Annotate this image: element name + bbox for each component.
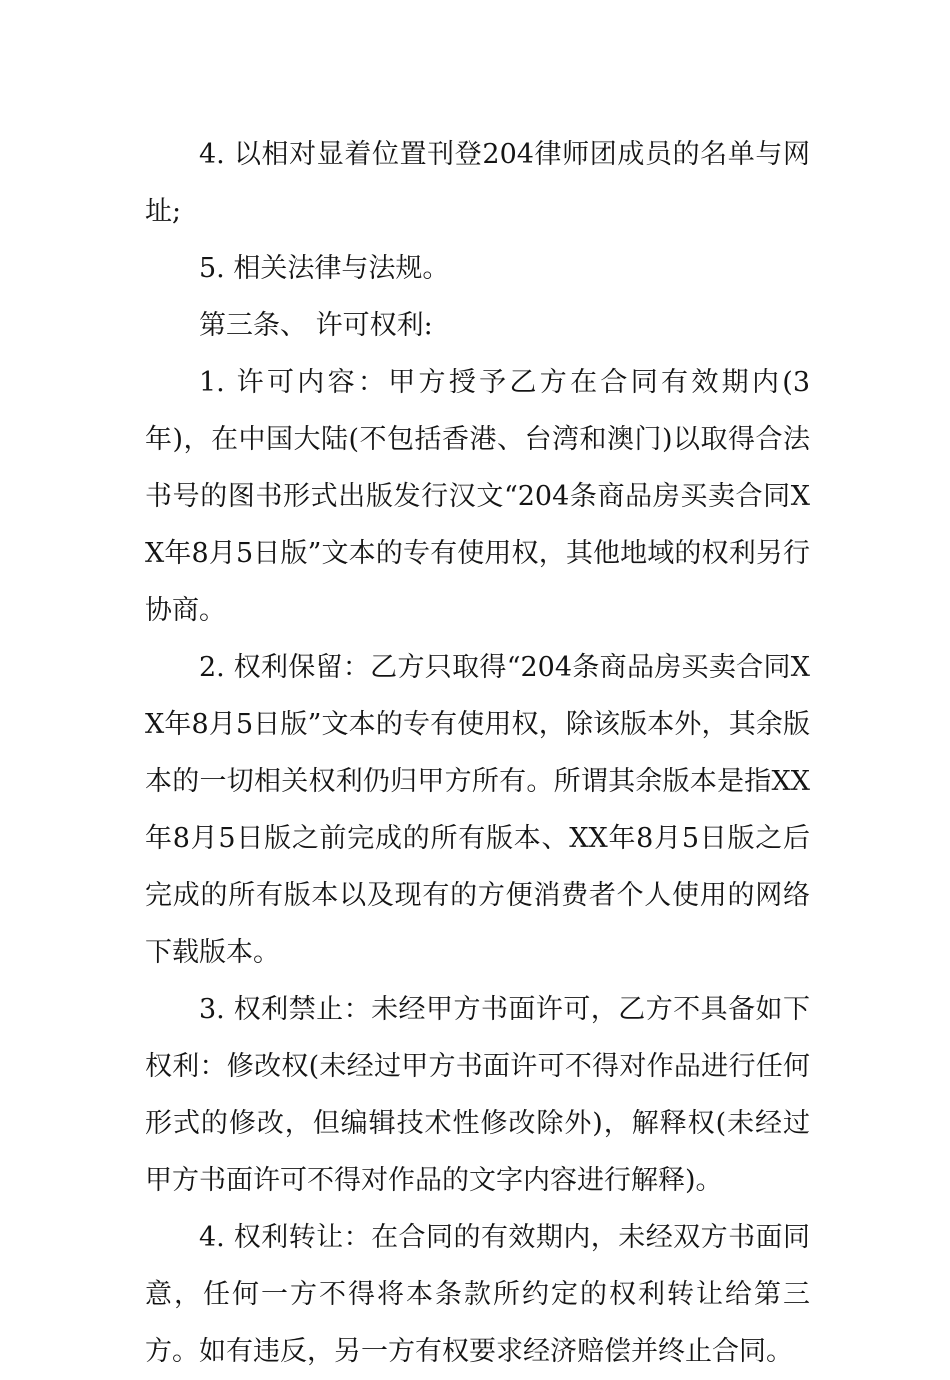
clause-license-content: 1. 许可内容：甲方授予乙方在合同有效期内(3年)，在中国大陆(不包括香港、台湾和澳门)以取得合法书号的图书形式出版发行汉文“204条商品房买卖合同XX年8月5日版”文本的专有使用权，其他地域的权利另行协商。 <box>145 367 810 626</box>
list-item-publish-names: 4. 以相对显着位置刊登204律师团成员的名单与网址; <box>145 139 810 227</box>
article-heading: 第三条、 许可权利: <box>199 310 433 341</box>
clause-rights-reserved: 2. 权利保留：乙方只取得“204条商品房买卖合同XX年8月5日版”文本的专有使用权，除该版本外，其余版本的一切相关权利仍归甲方所有。所谓其余版本是指XX年8月5日版之前完成的所有版本、XX年8月5日版之后完成的所有版本以及现有的方便消费者个人使用的网络下载版本。 <box>145 652 810 968</box>
clause-rights-prohibited: 3. 权利禁止：未经甲方书面许可，乙方不具备如下权利：修改权(未经过甲方书面许可不得对作品进行任何形式的修改，但编辑技术性修改除外)，解释权(未经过甲方书面许可不得对作品的文字内容进行解释)。 <box>145 994 810 1196</box>
document-body <box>145 126 810 1380</box>
list-item-laws: 5. 相关法律与法规。 <box>199 253 450 284</box>
clause-rights-transfer: 4. 权利转让：在合同的有效期内，未经双方书面同意，任何一方不得将本条款所约定的权利转让给第三方。如有违反，另一方有权要求经济赔偿并终止合同。 <box>145 1222 810 1367</box>
